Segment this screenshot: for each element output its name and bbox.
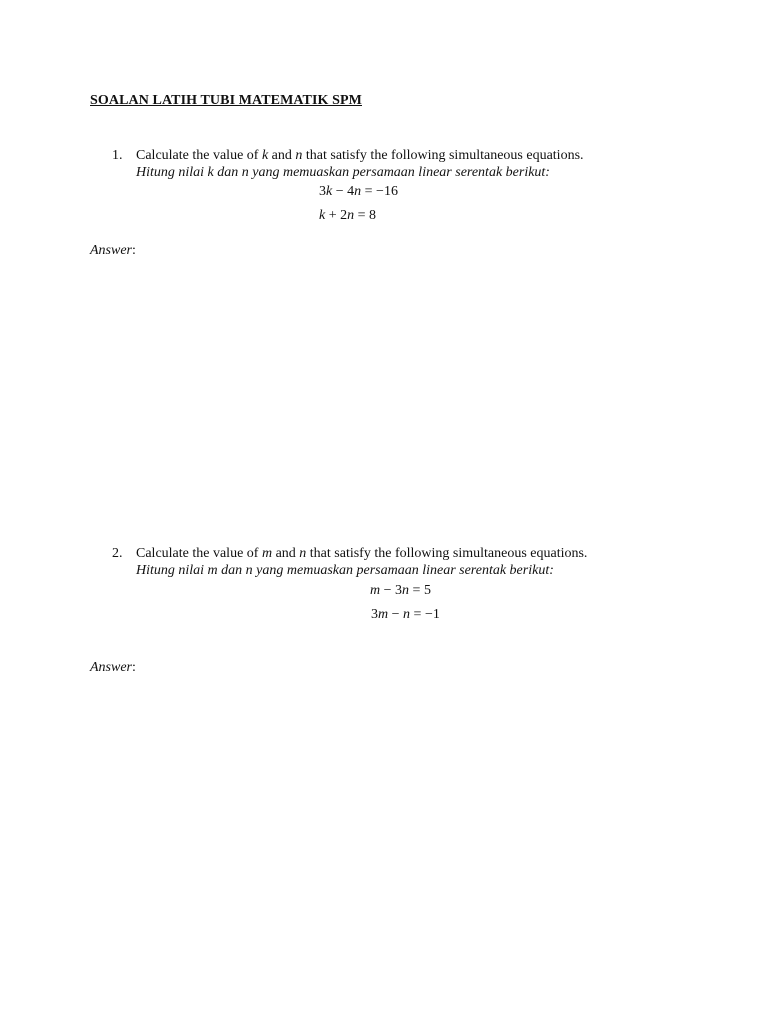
question-2-variable-m: m (261, 546, 273, 561)
answer-2-text: Answer (90, 660, 132, 675)
question-1-equation-1: 3k − 4n = −16 (319, 184, 398, 199)
answer-1-text: Answer (90, 243, 132, 258)
answer-1-colon: : (132, 243, 136, 258)
question-2-prompt (112, 545, 712, 562)
question-2-equation-2: 3m − n = −1 (371, 607, 440, 622)
question-2-translation: Hitung nilai m dan n yang memuaskan persamaan linear serentak berikut: (136, 563, 554, 578)
question-1-number: 1. (112, 148, 123, 163)
answer-2-colon: : (132, 660, 136, 675)
answer-2-label (90, 660, 136, 676)
question-1-prompt (112, 147, 712, 164)
question-2 (112, 545, 712, 622)
document-title: SOALAN LATIH TUBI MATEMATIK SPM (90, 93, 362, 108)
question-1-text-mid: and (268, 148, 296, 163)
question-1-translation: Hitung nilai k dan n yang memuaskan persamaan linear serentak berikut: (136, 165, 550, 180)
question-1-variable-n: n (295, 148, 303, 163)
question-1 (112, 147, 712, 223)
question-2-text-mid: and (272, 546, 300, 561)
question-1-equation-2: k + 2n = 8 (319, 208, 377, 223)
question-1-variable-k: k (261, 148, 269, 163)
question-2-variable-n: n (299, 546, 307, 561)
question-2-equation-1: m − 3n = 5 (370, 583, 431, 598)
question-1-text-after: that satisfy the following simultaneous equations. (302, 148, 584, 163)
question-2-text-after: that satisfy the following simultaneous equations. (306, 546, 588, 561)
question-1-text-before: Calculate the value of (136, 148, 262, 163)
question-2-text-before: Calculate the value of (136, 546, 262, 561)
question-2-number: 2. (112, 546, 123, 561)
answer-1-label (90, 243, 136, 259)
